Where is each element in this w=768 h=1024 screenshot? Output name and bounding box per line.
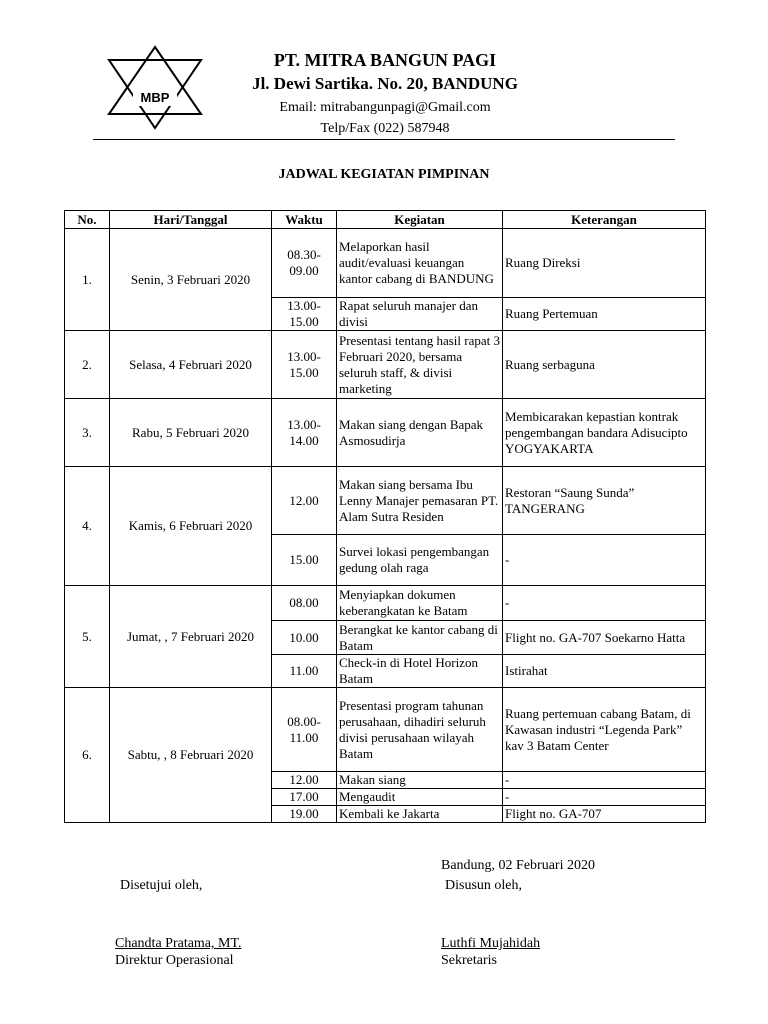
row-kegiatan: Rapat seluruh manajer dan divisi [337,298,503,331]
row-keterangan: Ruang serbaguna [503,331,706,399]
company-email: Email: mitrabangunpagi@Gmail.com [279,100,491,115]
row-time: 08.00 [272,586,337,621]
row-time: 08.00-11.00 [272,688,337,772]
row-time: 17.00 [272,789,337,806]
row-keterangan: - [503,586,706,621]
row-time: 10.00 [272,621,337,655]
header-waktu: Waktu [272,211,337,229]
table-row [65,467,706,535]
row-time: 15.00 [272,535,337,586]
row-keterangan: Istirahat [503,655,706,688]
row-no: 5. [65,586,110,688]
header-kegiatan: Kegiatan [337,211,503,229]
table-row [65,586,706,621]
row-time: 08.30-09.00 [272,229,337,298]
approver-title: Direktur Operasional [115,953,234,968]
header-hari-tanggal: Hari/Tanggal [110,211,272,229]
approver-name: Chandta Pratama, MT. [115,936,242,951]
company-telp: Telp/Fax (022) 587948 [320,121,450,136]
row-keterangan: Membicarakan kepastian kontrak pengembangan bandara Adisucipto YOGYAKARTA [503,399,706,467]
row-time: 13.00-15.00 [272,298,337,331]
table-row [65,229,706,298]
row-kegiatan: Makan siang dengan Bapak Asmosudirja [337,399,503,467]
row-keterangan: Flight no. GA-707 [503,806,706,823]
row-keterangan: Ruang Pertemuan [503,298,706,331]
row-kegiatan: Check-in di Hotel Horizon Batam [337,655,503,688]
row-day: Rabu, 5 Februari 2020 [110,399,272,467]
row-keterangan: Ruang Direksi [503,229,706,298]
approved-by-label: Disetujui oleh, [120,878,203,893]
row-kegiatan: Berangkat ke kantor cabang di Batam [337,621,503,655]
place-date: Bandung, 02 Februari 2020 [441,858,595,873]
logo-text: MBP [140,90,170,105]
row-keterangan: - [503,535,706,586]
table-row [65,331,706,399]
row-time: 12.00 [272,467,337,535]
row-keterangan: Ruang pertemuan cabang Batam, di Kawasan industri “Legenda Park” kav 3 Batam Center [503,688,706,772]
row-time: 11.00 [272,655,337,688]
row-kegiatan: Melaporkan hasil audit/evaluasi keuangan kantor cabang di BANDUNG [337,229,503,298]
row-kegiatan: Survei lokasi pengembangan gedung olah raga [337,535,503,586]
row-time: 13.00-15.00 [272,331,337,399]
row-no: 2. [65,331,110,399]
company-name: PT. MITRA BANGUN PAGI [273,50,497,70]
row-no: 1. [65,229,110,331]
row-time: 19.00 [272,806,337,823]
row-kegiatan: Kembali ke Jakarta [337,806,503,823]
row-kegiatan: Presentasi program tahunan perusahaan, dihadiri seluruh divisi perusahaan wilayah Batam [337,688,503,772]
row-day: Kamis, 6 Februari 2020 [110,467,272,586]
composer-title: Sekretaris [441,953,497,968]
row-kegiatan: Mengaudit [337,789,503,806]
row-keterangan: - [503,789,706,806]
composer-name: Luthfi Mujahidah [441,936,541,951]
row-time: 13.00-14.00 [272,399,337,467]
row-keterangan: - [503,772,706,789]
row-kegiatan: Presentasi tentang hasil rapat 3 Februari 2020, bersama seluruh staff, & divisi marketing [337,331,503,399]
company-address: Jl. Dewi Sartika. No. 20, BANDUNG [252,74,518,93]
row-day: Sabtu, , 8 Februari 2020 [110,688,272,823]
row-keterangan: Restoran “Saung Sunda” TANGERANG [503,467,706,535]
row-day: Senin, 3 Februari 2020 [110,229,272,331]
schedule-table [64,210,706,823]
table-header-row [65,211,706,229]
row-no: 6. [65,688,110,823]
row-kegiatan: Makan siang [337,772,503,789]
row-day: Jumat, , 7 Februari 2020 [110,586,272,688]
star-logo-icon [106,44,204,132]
header-divider [93,139,675,140]
header-keterangan: Keterangan [503,211,706,229]
row-time: 12.00 [272,772,337,789]
composed-by-label: Disusun oleh, [445,878,522,893]
company-logo [106,44,204,132]
row-kegiatan: Makan siang bersama Ibu Lenny Manajer pemasaran PT. Alam Sutra Residen [337,467,503,535]
document-title: JADWAL KEGIATAN PIMPINAN [278,167,490,182]
header-no: No. [65,211,110,229]
row-kegiatan: Menyiapkan dokumen keberangkatan ke Batam [337,586,503,621]
row-no: 4. [65,467,110,586]
table-row [65,688,706,772]
row-keterangan: Flight no. GA-707 Soekarno Hatta [503,621,706,655]
table-row [65,399,706,467]
row-no: 3. [65,399,110,467]
row-day: Selasa, 4 Februari 2020 [110,331,272,399]
